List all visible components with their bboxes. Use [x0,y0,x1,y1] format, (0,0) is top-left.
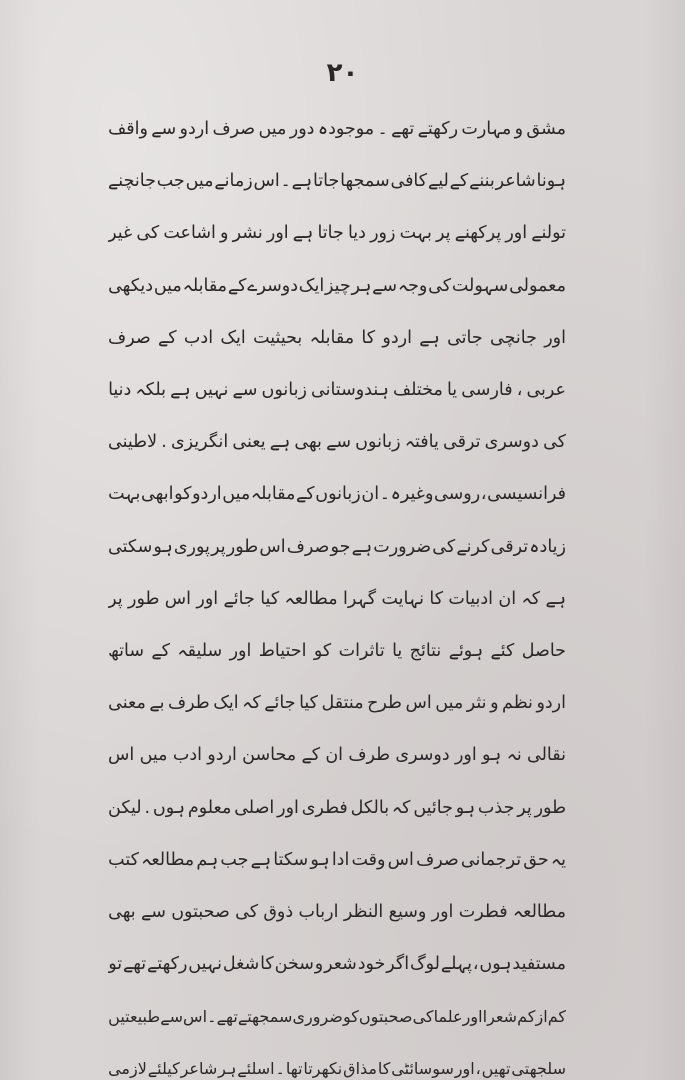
word: ہے [269,432,291,453]
word: صرف [416,849,459,870]
word: دوسری [484,432,539,453]
word: ابھی [141,484,174,505]
word: بلکہ [135,380,167,401]
text-line [108,521,566,573]
word: نتائج [409,640,442,661]
word: ادب [172,745,202,766]
word: فرانسیسی [487,484,566,505]
word: کو [174,484,192,505]
word: فارسی [461,380,513,401]
word: دور [289,119,315,140]
text-line [108,207,566,259]
word: پرکھنے [454,223,502,244]
word: پر [436,223,451,244]
word: وجہ [397,275,428,296]
text-line [108,260,566,312]
word: علما [433,1006,463,1026]
text-line [108,468,566,520]
word: اور [229,640,252,661]
word: سکتا [273,849,309,870]
word: ، [516,380,523,401]
word: کہ [391,797,411,818]
word: ان [325,745,344,766]
word: سمجھتے [237,1006,293,1026]
word: اردو [536,693,566,714]
word: میں [153,275,182,296]
word: جب [220,849,249,870]
word: وغیرہ [390,484,434,505]
word: پوری [173,536,210,557]
word: ہندوستانی [311,380,389,401]
word: موجودہ [317,119,375,140]
word: دوسرے [247,275,299,296]
word: سہولت [451,275,509,296]
word: صحبتوں [358,1006,413,1026]
word: پر [211,536,226,557]
word: سے [326,432,352,453]
word: ان [361,484,380,505]
word: جو [330,536,351,557]
word: کو [313,640,332,661]
word: معمولی [509,275,566,296]
word: النظر [343,901,384,922]
word: شعرا [482,1006,518,1026]
word: . [161,432,167,453]
word: ، [480,484,487,505]
word: میں [222,484,251,505]
word: نہایت [381,588,424,609]
word: طرح [367,693,402,714]
word: لاطینی [108,432,158,453]
word: اردو [179,119,210,140]
word: نکھرتا [303,1058,343,1078]
text-line [108,416,566,468]
word: طرف [167,693,210,714]
word: زیادہ [529,536,566,557]
text-line [108,625,566,677]
word: سکتی [108,536,153,557]
word: نہ [506,745,522,766]
word: کی [412,1006,434,1026]
word: صرف [286,536,330,557]
word: وقت [351,849,386,870]
word: کی [136,223,160,244]
word: مطالعہ [512,901,566,922]
word: سے [140,901,166,922]
word: لازمی [108,1058,147,1078]
word: کتب [108,849,139,870]
word: روسی [434,484,481,505]
word: کے [158,327,177,348]
word: چیز [324,275,351,296]
word: جانچنے [108,171,156,192]
word: کیلئے [147,1058,180,1078]
word: ضرورت [373,536,432,557]
word: ہو [153,536,173,557]
word: سے [151,119,177,140]
word: کافی [390,171,428,192]
text-line [108,781,566,833]
word: بھی [108,901,136,922]
word: اس [253,171,280,192]
word: ہے [170,380,191,401]
word: اور [196,588,219,609]
word: کو [342,1006,359,1026]
word: دیکھی [108,275,154,296]
word: کا [260,954,274,975]
word: یعنی [232,432,266,453]
word: . [144,797,151,818]
word: ، [475,1058,481,1078]
word: ۔ [207,1006,217,1026]
word: کا [361,327,376,348]
word: میں [435,693,464,714]
text-line [108,677,566,729]
word: مطالعہ [284,588,338,609]
word: تھے [122,954,147,975]
word: مقابلہ [309,327,355,348]
word: عربی [526,380,566,401]
word: مقابلہ [182,275,228,296]
text-line [108,729,566,781]
word: جائیں [413,797,453,818]
word: زمانے [214,171,253,192]
word: لیکن [108,797,142,818]
word: ، [472,954,479,975]
word: ۔ [280,171,291,192]
word: ۔ [377,119,388,140]
word: اور [277,797,299,818]
word: ہو [310,849,330,870]
word: تولنے [531,223,566,244]
word: یا [446,380,458,401]
word: مستفید [512,954,566,975]
word: صرف [108,327,151,348]
word: تو [108,954,123,975]
word: لیے [427,171,449,192]
word: دیا [347,223,366,244]
word: کے [301,745,321,766]
word: تھے [391,119,415,140]
word: حاصل [521,640,566,661]
word: واقف [108,119,148,140]
word: ہم [196,849,219,870]
text-line [108,312,566,364]
word: ہے [250,849,272,870]
text-line [108,834,566,886]
text-line [108,573,566,625]
word: یا [392,640,403,661]
word: و [220,223,229,244]
word: نقالی [527,745,566,766]
word: یافتہ [404,432,439,453]
word: ہوں [152,797,186,818]
word: رکھتے [417,119,459,140]
word: اس [259,536,286,557]
word: بہت [108,484,141,505]
word: کے [227,275,247,296]
word: جائے [264,693,296,714]
word: گہرا [343,588,377,609]
word: سلیقہ [177,640,223,661]
word: اشاعت [163,223,216,244]
word: اور [544,327,566,348]
word: دوسری [395,745,450,766]
word: کے [296,484,315,505]
word: مہارت [461,119,512,140]
word: احتیاط [258,640,307,661]
word: نہیں [194,380,229,401]
word: و [514,119,524,140]
word: منتقل [321,693,364,714]
word: پر [108,588,123,609]
word: و [314,954,324,975]
word: اس [108,745,135,766]
word: کم [517,1006,536,1026]
word: بننے [469,171,495,192]
word: شاعر [180,1058,218,1078]
word: صحبتوں [171,901,230,922]
word: معنی [108,693,146,714]
word: بھی [294,432,322,453]
word: ہوئے [448,640,484,661]
word: اور [454,745,477,766]
word: نہیں [188,954,223,975]
word: ترقی [490,536,529,557]
word: ادب [183,327,214,348]
word: ان [498,588,517,609]
word: زور [370,223,396,244]
word: بے [149,693,165,714]
word: تھیں [481,1058,511,1078]
word: ۔ [379,484,390,505]
word: شعر [324,954,357,975]
word: ادا [331,849,350,870]
word: پر [517,797,532,818]
word: کم [547,1006,566,1026]
text-line [108,364,566,416]
word: کے [449,171,469,192]
word: ایک [213,693,239,714]
word: اردو [382,327,412,348]
word: طرف [348,745,391,766]
word: بالکل [350,797,390,818]
word: ہونا [536,171,566,192]
word: مختلف [392,380,443,401]
word: کیا [299,693,319,714]
word: سخن [274,954,314,975]
word: ایک [220,327,246,348]
word: ضروری [292,1006,343,1026]
word: مذاق [343,1058,377,1078]
word: نظم [502,693,533,714]
word: سے [232,380,258,401]
text-line [108,886,566,938]
word: کرنے [456,536,490,557]
word: اور [462,1006,483,1026]
word: رکھتے [147,954,188,975]
word: جب [156,171,185,192]
word: زبانوں [315,484,361,505]
word: تاثرات [338,640,385,661]
text-line [108,103,566,155]
word: شاعر [495,171,536,192]
word: حق [523,849,549,870]
word: تھا [285,1058,303,1078]
word: کے [151,640,170,661]
word: کہ [242,693,261,714]
word: نثر [466,693,487,714]
word: مطالعہ [141,849,195,870]
word: فطرت [458,901,508,922]
word: میں [185,171,214,192]
word: مقابلہ [250,484,296,505]
word: اس [387,849,414,870]
word: سلجھتی [511,1058,566,1078]
word: سے [160,1006,183,1026]
word: طور [534,797,566,818]
word: اور [266,223,289,244]
word: طور [128,588,160,609]
word: ادبیات [448,588,494,609]
word: طبیعتیں [108,1006,161,1026]
word: لوگ [409,954,440,975]
word: اصلی [234,797,275,818]
word: جائے [223,588,255,609]
word: اور [431,901,454,922]
text-line [108,990,566,1042]
word: جاتا [312,171,340,192]
word: بحیثیت [253,327,303,348]
text-line [108,938,566,990]
word: اور [454,1058,475,1078]
word: ارباب [298,901,339,922]
word: ہوں [479,954,512,975]
word: ساتھ [108,640,145,661]
word: نشر [232,223,263,244]
word: مشق [526,119,566,140]
word: ہے [545,588,566,609]
word: کا [377,1058,391,1078]
word: ہے [292,223,314,244]
word: وسیع [388,901,427,922]
word: ترجمانی [460,849,522,870]
word: ۔ [275,1058,285,1078]
word: صرف [212,119,256,140]
word: جذب [477,797,515,818]
word: کیا [260,588,280,609]
word: ہر [218,1058,237,1078]
word: کی [235,901,259,922]
word: اردو [192,484,222,505]
text-line [108,155,566,207]
word: دنیا [108,380,132,401]
word: ذوق [263,901,294,922]
word: زبانوں [355,432,401,453]
word: میں [258,119,287,140]
word: جاتا [317,223,344,244]
body-text [108,103,566,1080]
word: تھے [216,1006,238,1026]
word: ہو [455,797,476,818]
word: ترقی [443,432,481,453]
word: سے [372,275,398,296]
word: معلوم [187,797,232,818]
word: بہت [399,223,432,244]
word: ہے [291,171,313,192]
word: شغل [222,954,260,975]
word: اس [164,588,192,609]
word: و [490,693,499,714]
word: ایک [298,275,325,296]
word: کی [543,432,566,453]
word: ہر [351,275,372,296]
word: میں [139,745,168,766]
word: زبانوں [261,380,307,401]
word: انگریزی [170,432,229,453]
word: کی [432,536,456,557]
word: پہلے [440,954,473,975]
word: کئے [490,640,515,661]
text-line [108,1042,566,1080]
word: از [535,1006,548,1026]
word: اور [505,223,528,244]
word: خود [357,954,386,975]
word: ہے [419,327,440,348]
word: سمجھا [340,171,390,192]
word: ہو [482,745,502,766]
word: محاسن [242,745,297,766]
page-number: ۲۰ [326,58,359,88]
word: ہے [351,536,373,557]
word: جاتی [447,327,483,348]
word: فطری [301,797,348,818]
word: طور [226,536,259,557]
word: اس [405,693,432,714]
word: اگر [386,954,410,975]
word: غیر [108,223,133,244]
word: اس [183,1006,208,1026]
word: کی [428,275,452,296]
word: کہ [521,588,541,609]
word: اردو [207,745,237,766]
word: جانچی [490,327,537,348]
word: کا [429,588,444,609]
word: یہ [550,849,566,870]
word: اسلئے [237,1058,275,1078]
word: سوسائٹی [391,1058,454,1078]
